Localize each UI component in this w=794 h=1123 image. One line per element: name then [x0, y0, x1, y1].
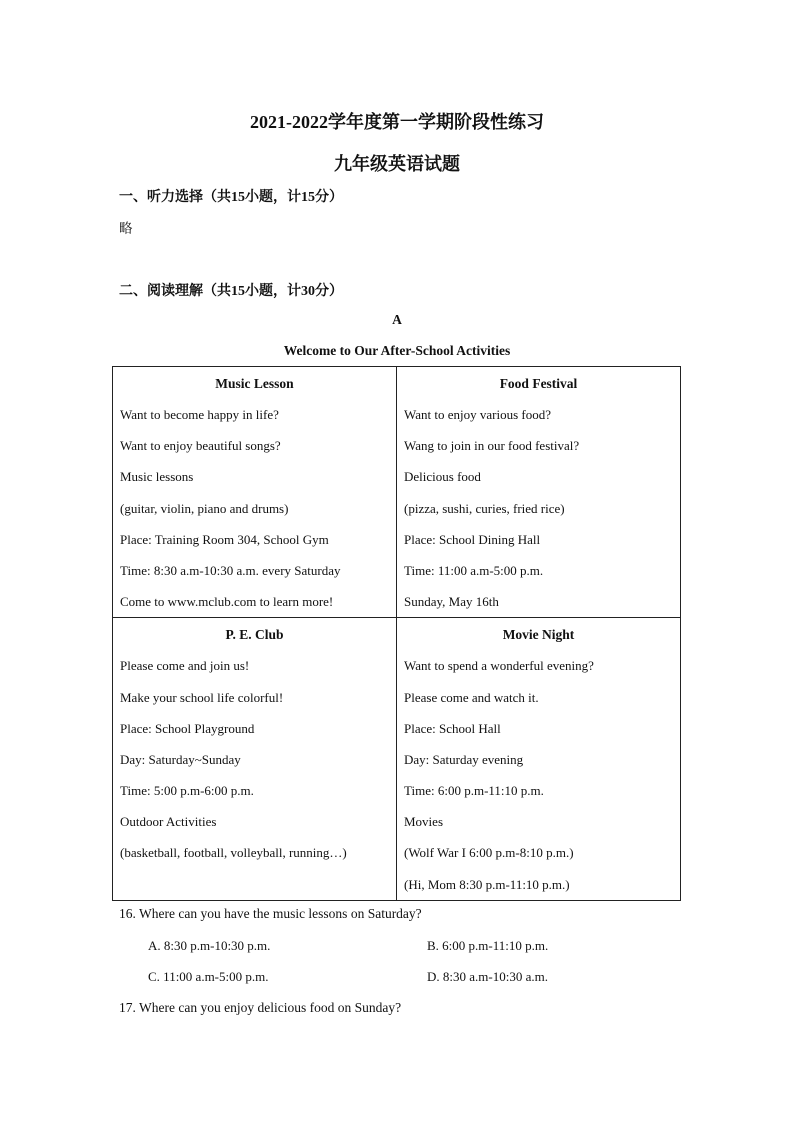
food-line: Time: 11:00 a.m-5:00 p.m.	[404, 562, 544, 578]
exam-title: 2021-2022学年度第一学期阶段性练习	[250, 112, 544, 132]
pe-line: Place: School Playground	[120, 720, 255, 736]
food-line: Place: School Dining Hall	[404, 531, 541, 547]
movie-line: Time: 6:00 p.m-11:10 p.m.	[404, 783, 544, 799]
music-line: Place: Training Room 304, School Gym	[120, 531, 329, 547]
question-16: 16. Where can you have the music lessons on Saturday?	[119, 906, 422, 921]
food-line: Wang to join in our food festival?	[404, 438, 580, 454]
movie-night-title: Movie Night	[502, 627, 575, 643]
food-line: Delicious food	[404, 469, 481, 485]
music-line: Music lessons	[120, 469, 194, 485]
part2-heading: 二、阅读理解（共15小题，计30分）	[119, 284, 343, 299]
part1-heading: 一、听力选择（共15小题，计15分）	[119, 190, 343, 205]
music-lesson-title: Music Lesson	[215, 376, 294, 391]
music-line: Want to become happy in life?	[120, 407, 279, 422]
movie-line: Place: School Hall	[404, 720, 501, 736]
question-17: 17. Where can you enjoy delicious food on Sunday?	[119, 1000, 402, 1015]
part1-note: 略	[119, 221, 133, 236]
q16-option-d: D. 8:30 a.m-10:30 a.m.	[427, 969, 548, 984]
pe-club-cell	[113, 618, 397, 901]
pe-line: (basketball, football, volleyball, running…)	[120, 845, 347, 861]
q16-option-a: A. 8:30 p.m-10:30 p.m.	[148, 938, 271, 953]
pe-line	[120, 869, 389, 900]
music-line: Time: 8:30 a.m-10:30 a.m. every Saturday	[120, 562, 341, 578]
exam-subtitle: 九年级英语试题	[334, 154, 460, 174]
activities-table	[112, 366, 681, 901]
movie-line: Day: Saturday evening	[404, 751, 524, 767]
music-lesson-cell	[113, 367, 397, 618]
food-line: Sunday, May 16th	[404, 594, 499, 610]
music-line: Come to www.mclub.com to learn more!	[120, 594, 334, 610]
food-line: Want to enjoy various food?	[404, 407, 551, 422]
pe-line: Day: Saturday~Sunday	[120, 751, 241, 767]
movie-night-cell	[397, 618, 681, 901]
pe-line: Please come and join us!	[120, 658, 250, 674]
pe-line: Make your school life colorful!	[120, 689, 284, 705]
passage-label: A	[392, 312, 402, 327]
movie-line: Movies	[404, 814, 443, 830]
movie-line: (Hi, Mom 8:30 p.m-11:10 p.m.)	[404, 876, 570, 892]
music-line: Want to enjoy beautiful songs?	[120, 438, 281, 454]
music-line: (guitar, violin, piano and drums)	[120, 500, 289, 516]
food-festival-title: Food Festival	[499, 376, 578, 391]
food-line: (pizza, sushi, curies, fried rice)	[404, 500, 565, 516]
pe-line: Outdoor Activities	[120, 814, 217, 830]
q16-option-b: B. 6:00 p.m-11:10 p.m.	[427, 938, 549, 953]
movie-line: Please come and watch it.	[404, 689, 539, 705]
passage-title: Welcome to Our After-School Activities	[283, 343, 511, 358]
movie-line: Want to spend a wonderful evening?	[404, 658, 594, 674]
pe-club-title: P. E. Club	[225, 627, 284, 643]
movie-line: (Wolf War I 6:00 p.m-8:10 p.m.)	[404, 845, 574, 861]
q16-option-c: C. 11:00 a.m-5:00 p.m.	[148, 969, 269, 984]
pe-line: Time: 5:00 p.m-6:00 p.m.	[120, 783, 254, 799]
food-festival-cell	[397, 367, 681, 618]
